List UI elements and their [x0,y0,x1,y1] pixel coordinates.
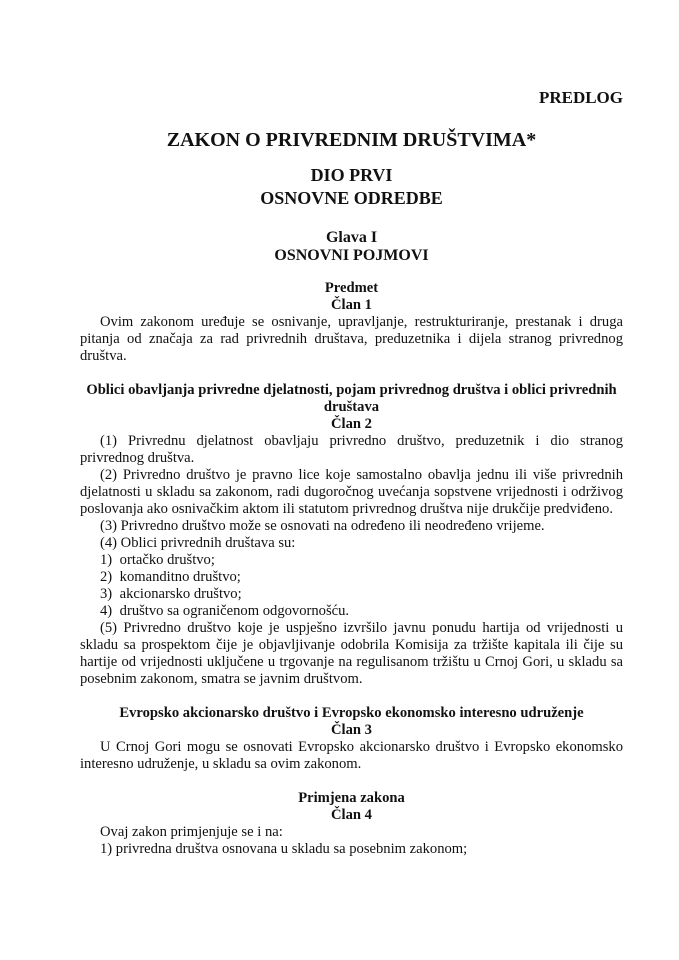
list-item: 3) akcionarsko društvo; [100,586,242,602]
part-title: OSNOVNE ODREDBE [260,187,443,208]
article-3-heading: Evropsko akcionarsko društvo i Evropsko ekonomsko interesno udruženje [119,705,584,721]
part-number: DIO PRVI [310,165,393,185]
draft-label: PREDLOG [538,88,623,107]
article-4-paragraph-1: Ovaj zakon primjenjuje se i na: [100,824,283,840]
article-2-heading: Oblici obavljanja privredne djelatnosti, pojam privrednog društva i oblici privrednih društava [86,382,617,415]
article-2-paragraph-5: (5) Privredno društvo koje je uspješno izvršilo javnu ponudu hartija od vrijednosti u skladu sa prospektom čije je objavljivanje odobrila Komisija za tržište kapitala ili čije su hartije od vrijednosti uključene u trgovanje na regulisanom tržištu u Crnoj Gori, u skladu sa posebnim zakonom, smatra se javnim društvom. [80,620,623,687]
chapter-heading [80,229,623,265]
chapter-number: Glava I [325,229,378,246]
article-2-paragraph-4: (4) Oblici privrednih društava su: [100,535,296,551]
part-heading [80,164,623,209]
list-item: 4) društvo sa ograničenom odgovornošću. [100,603,350,619]
article-4-heading: Primjena zakona [298,790,405,806]
article-1-heading: Predmet [324,280,379,296]
article-4-paragraph-2: 1) privredna društva osnovana u skladu sa posebnim zakonom; [100,841,468,857]
list-item: 1) ortačko društvo; [100,552,215,568]
article-2-paragraph-1: (1) Privrednu djelatnost obavljaju privredno društvo, preduzetnik i dio stranog privrednog društva. [80,433,623,466]
article-3-label: Član 3 [331,722,372,738]
article-2-label: Član 2 [331,416,372,432]
articles [80,280,623,858]
law-title: ZAKON O PRIVREDNIM DRUŠTVIMA* [166,129,537,151]
chapter-title: OSNOVNI POJMOVI [274,247,429,264]
article-1-paragraph: Ovim zakonom uređuje se osnivanje, upravljanje, restrukturiranje, prestanak i druga pitanja od značaja za rad privrednih društava, preduzetnika i dijela stranog privrednog društva. [80,314,623,364]
article-4-label: Član 4 [331,807,372,823]
article-3-paragraph: U Crnoj Gori mogu se osnovati Evropsko akcionarsko društvo i Evropsko ekonomsko interesno udruženje, u skladu sa ovim zakonom. [80,739,623,772]
list-item: 2) komanditno društvo; [100,569,241,585]
article-2-paragraph-3: (3) Privredno društvo može se osnovati na određeno ili neodređeno vrijeme. [100,518,545,534]
article-1-label: Član 1 [331,297,372,313]
article-2-paragraph-2: (2) Privredno društvo je pravno lice koje samostalno obavlja jednu ili više privrednih djelatnosti u skladu sa zakonom, radi dugoročnog uvećanja sopstvene vrijednosti i održivog poslovanja ako osnivačkim aktom ili statutom privrednog društva nije drukčije predviđeno. [80,467,623,517]
